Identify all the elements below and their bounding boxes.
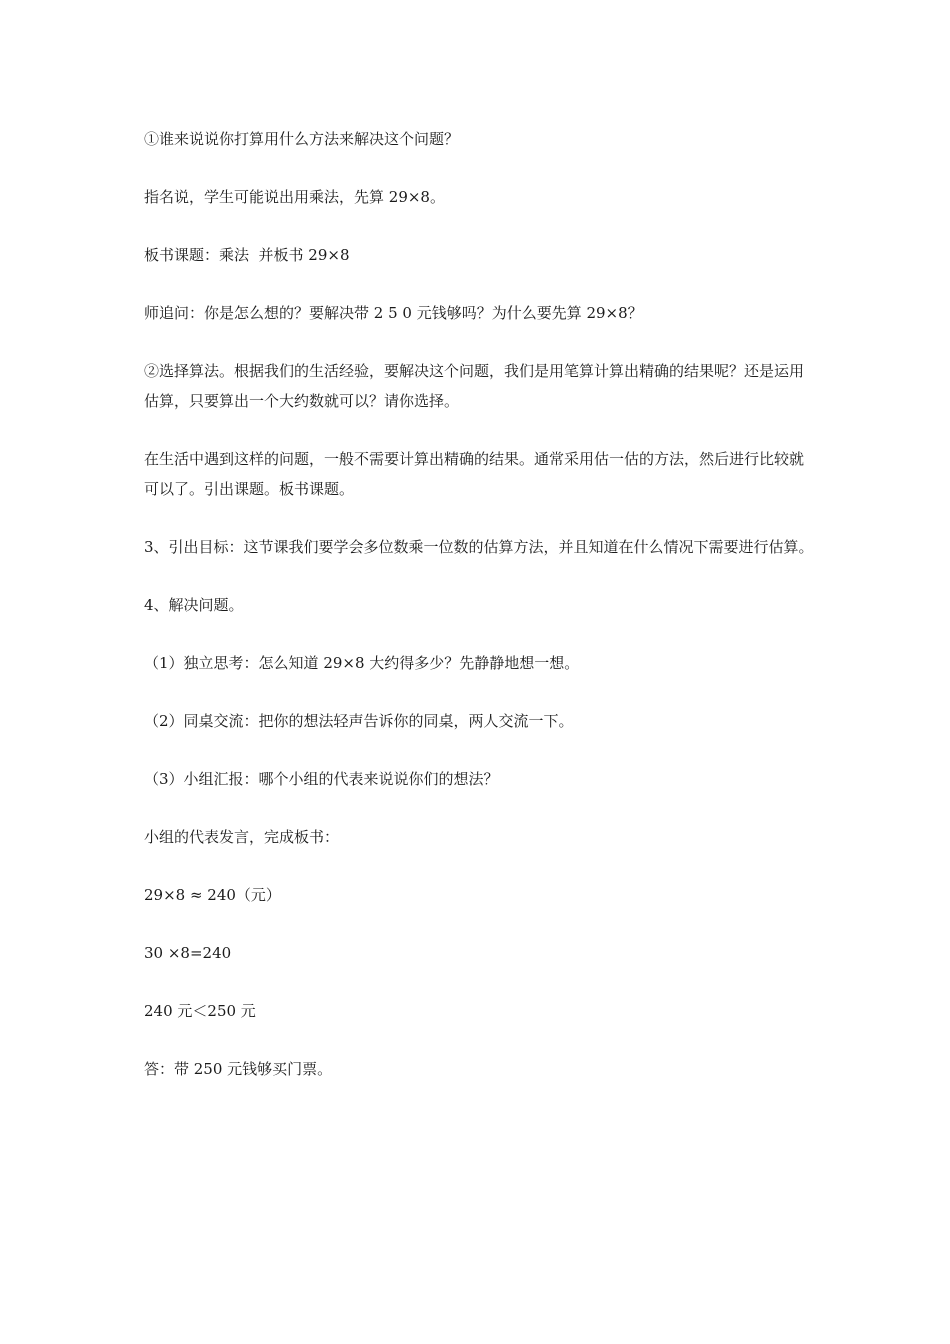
paragraph-student-answer: 指名说，学生可能说出用乘法，先算 29×8。 (144, 188, 445, 206)
paragraph-teacher-followup: 师追问：你是怎么想的？要解决带 2 5 0 元钱够吗？为什么要先算 29×8？ (144, 304, 643, 322)
paragraph-step-discuss: （2）同桌交流：把你的想法轻声告诉你的同桌，两人交流一下。 (144, 712, 574, 730)
equation-multiply: 30 ×8=240 (144, 944, 232, 962)
paragraph-estimation-note: 在生活中遇到这样的问题，一般不需要计算出精确的结果。通常采用估一估的方法，然后进行比较就可以了。引出课题。板书课题。 (144, 450, 805, 498)
paragraph-step-report: （3）小组汇报：哪个小组的代表来说说你们的想法？ (144, 770, 499, 788)
paragraph-question-method: ①谁来说说你打算用什么方法来解决这个问题？ (144, 130, 460, 148)
paragraph-answer: 答：带 250 元钱够买门票。 (144, 1060, 333, 1078)
equation-estimate: 29×8 ≈ 240（元） (144, 886, 281, 904)
paragraph-group-speaks: 小组的代表发言，完成板书： (144, 828, 340, 846)
equation-compare: 240 元＜250 元 (144, 1002, 256, 1020)
document-body (144, 124, 814, 1112)
paragraph-learning-goal: 3、引出目标：这节课我们要学会多位数乘一位数的估算方法，并且知道在什么情况下需要进行估算。 (144, 538, 814, 556)
paragraph-step-think: （1）独立思考：怎么知道 29×8 大约得多少？先静静地想一想。 (144, 654, 580, 672)
paragraph-board-title: 板书课题：乘法 并板书 29×8 (144, 246, 350, 264)
paragraph-choose-algorithm: ②选择算法。根据我们的生活经验，要解决这个问题，我们是用笔算计算出精确的结果呢？还是运用估算，只要算出一个大约数就可以？请你选择。 (144, 362, 805, 410)
paragraph-solve-problem: 4、解决问题。 (144, 596, 244, 614)
